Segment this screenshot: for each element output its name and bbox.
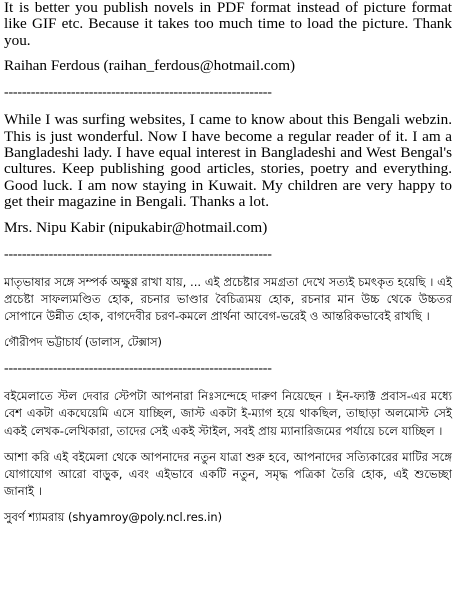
letter-4-body-continued: আশা করি এই বইমেলা থেকে আপনাদের নতুন যাত্রা শুরু হবে, আপনাদের সত্যিকারের মাটির সঙ্গে যোগাযোগ আরো বাড়ুক, এবং এইভাবে একটি নতুন, সমৃদ্ধ পত্রিকা তৈরি হোক, এই শুভেচ্ছা জানাই ।: [4, 449, 452, 499]
divider: ------------------------------------------------------------: [4, 362, 272, 377]
letter-3-signature: গৌরীপদ ভট্টাচার্য (ডালাস, টেক্সাস): [4, 335, 162, 350]
letter-1-body: It is better you publish novels in PDF format instead of picture format like GIF etc. Because it takes too much time to load the picture. Thank you.: [4, 0, 452, 49]
letter-3-body: মাতৃভাষার সঙ্গে সম্পর্ক অক্ষুণ্ণ রাখা যায়, ... এই প্রচেষ্টার সমগ্রতা দেখে সত্যই চমৎকৃত হয়েছি । এই প্রচেষ্টা সাফল্যমণ্ডিত হোক, রচনার ভাণ্ডার বৈচিত্র্যময় হোক, রচনার মান উচ্চ থেকে উচ্চতর সোপানে উন্নীত হোক, বাগদেবীর চরণ-কমলে প্রার্থনা আবেগ-ভরেই ও আন্তরিকভাবেই রাখছি ।: [4, 274, 452, 324]
letter-4-body: বইমেলাতে স্টল দেবার স্টেপটা আপনারা নিঃসন্দেহে দারুণ নিয়েছেন । ইন-ফ্যাক্ট প্রবাস-এর মধ্যে বেশ একটা একঘেয়েমি এসে যাচ্ছিল, জাস্ট একটা ই-ম্যাগ হয়ে থাকছিল, তাছাড়া অলমোস্ট সেই একই লেখক-লেখিকারা, তাদের সেই একই স্টাইল, সবই প্রায় ম্যানারিজমের পর্যায়ে চলে যাচ্ছিল ।: [4, 389, 452, 438]
letter-2-body: While I was surfing websites, I came to know about this Bengali webzin. This is just wonderful. Now I have become a regular reader of it. I am a Bangladeshi lady. I have equal interest in Bangladeshi and West Bengal's cultures. Keep publishing good articles, stories, poetry and everything. Good luck. I am now staying in Kuwait. My children are very happy to get their magazine in Bengali. Thanks a lot.: [4, 111, 452, 211]
letter-2-signature: Mrs. Nipu Kabir (nipukabir@hotmail.com): [4, 218, 268, 236]
divider: ------------------------------------------------------------: [4, 86, 272, 101]
divider: ------------------------------------------------------------: [4, 247, 272, 262]
letter-1-signature: Raihan Ferdous (raihan_ferdous@hotmail.com): [4, 57, 296, 75]
letter-4-signature: সুবর্ণ শ্যামরায় (shyamroy@poly.ncl.res.in): [4, 510, 223, 525]
